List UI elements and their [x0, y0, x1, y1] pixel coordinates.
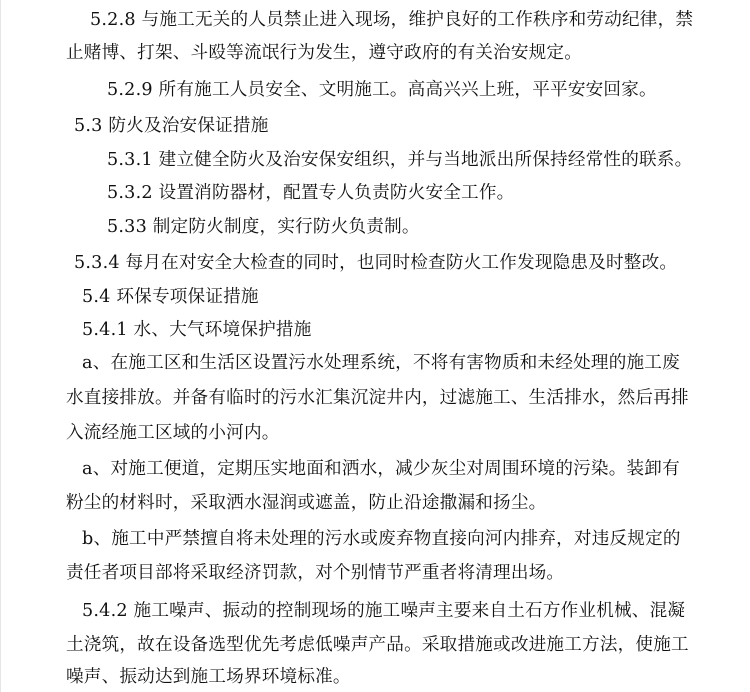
paragraph-b-line-2: 责任者项目部将采取经济罚款，对个别情节严重者将清理出场。	[66, 563, 565, 583]
paragraph-b-line-1: b、施工中严禁擅自将未处理的污水或废弃物直接向河内排弃，对违反规定的	[82, 529, 681, 549]
paragraph-a-1-line-2: 水直接排放。并备有临时的污水汇集沉淀井内，过滤施工、生活排水，然后再排	[66, 388, 689, 408]
paragraph-5-3-2-line-1: 5.3.2 设置消防器材，配置专人负责防火安全工作。	[107, 183, 515, 203]
paragraph-a-1-line-3: 入流经施工区域的小河内。	[66, 423, 280, 443]
paragraph-5-2-8-line-2: 止赌博、打架、斗殴等流氓行为发生，遵守政府的有关治安规定。	[66, 43, 583, 63]
paragraph-5-2-8-line-1: 5.2.8 与施工无关的人员禁止进入现场，维护良好的工作秩序和劳动纪律，禁	[90, 10, 694, 30]
paragraph-a-2-line-1: a、对施工便道，定期压实地面和洒水，减少灰尘对周围环境的污染。装卸有	[82, 459, 680, 479]
paragraph-5-2-9-line-1: 5.2.9 所有施工人员安全、文明施工。高高兴兴上班，平平安安回家。	[107, 80, 657, 100]
paragraph-5-4-2-line-2: 土浇筑，故在设备选型优先考虑低噪声产品。采取措施或改进施工方法，使施工	[66, 635, 689, 655]
paragraph-5-3-3-line-1: 5.33 制定防火制度，实行防火负责制。	[107, 217, 420, 237]
page-edge-divider	[0, 0, 1, 692]
paragraph-a-1-line-1: a、在施工区和生活区设置污水处理系统，不将有害物质和未经处理的施工废	[82, 353, 680, 373]
section-heading-5-4-1: 5.4.1 水、大气环境保护措施	[82, 320, 312, 340]
paragraph-5-4-2-line-3: 噪声、振动达到施工场界环境标准。	[66, 667, 351, 687]
section-heading-5-4: 5.4 环保专项保证措施	[82, 287, 259, 307]
paragraph-a-2-line-2: 粉尘的材料时，采取洒水湿润或遮盖，防止沿途撒漏和扬尘。	[66, 493, 547, 513]
section-heading-5-3: 5.3 防火及治安保证措施	[74, 116, 269, 136]
paragraph-5-4-2-line-1: 5.4.2 施工噪声、振动的控制现场的施工噪声主要来自土石方作业机械、混凝	[82, 601, 686, 621]
paragraph-5-3-4-line-1: 5.3.4 每月在对安全大检查的同时，也同时检查防火工作发现隐患及时整改。	[74, 253, 678, 273]
paragraph-5-3-1-line-1: 5.3.1 建立健全防火及治安保安组织，并与当地派出所保持经常性的联系。	[107, 150, 693, 170]
